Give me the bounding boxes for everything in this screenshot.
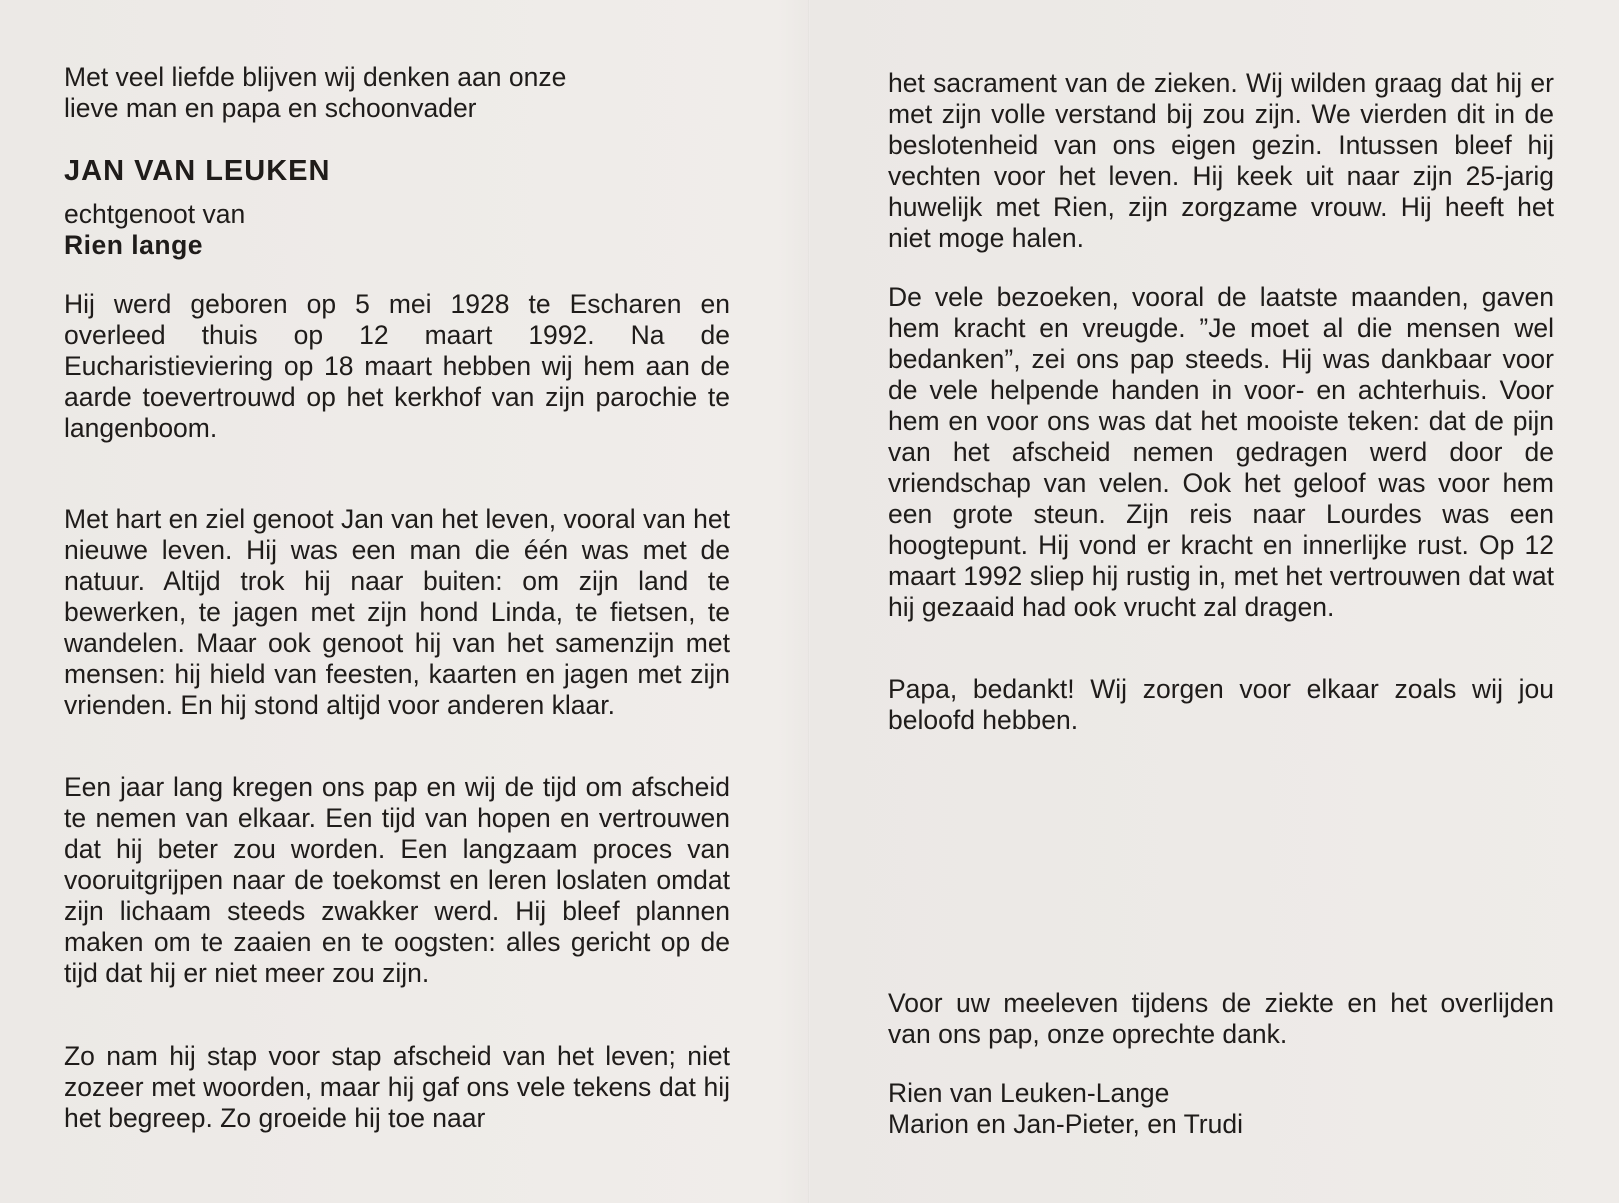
paragraph-signs: [64, 1041, 730, 1134]
paragraph: Zo nam hij stap voor stap afscheid van het leven; niet zozeer met woorden, maar hij gaf ons vele tekens dat hij het begreep. Zo groeide hij toe naar: [64, 1041, 730, 1133]
card-fold: [808, 0, 810, 1203]
paragraph-visits: [888, 282, 1554, 623]
paragraph-birth: [64, 289, 730, 444]
intro-line: lieve man en papa en schoonvader: [64, 93, 477, 123]
intro-text: [64, 62, 730, 124]
paragraph: De vele bezoeken, vooral de laatste maanden, gaven hem kracht en vreugde. ”Je moet al die mensen wel bedanken”, zei ons pap steeds. Hij was dankbaar voor de vele helpende handen in voor- en achterhuis. Voor hem en voor ons was dat het mooiste teken: dat de pijn van het afscheid nemen gedragen werd door de vriendschap van velen. Ook het geloof was voor hem een grote steun. Zijn reis naar Lourdes was een hoogtepunt. Hij vond er kracht en innerlijke rust. Op 12 maart 1992 sliep hij rustig in, met het vertrouwen dat wat hij gezaaid had ook vrucht zal dragen.: [888, 282, 1554, 622]
name-block: [64, 156, 730, 187]
spouse-block: [64, 199, 730, 261]
deceased-name: JAN VAN LEUKEN: [64, 155, 331, 187]
thanks-text: Voor uw meeleven tijdens de ziekte en het overlijden van ons pap, onze oprechte dank.: [888, 988, 1554, 1049]
paragraph: Papa, bedankt! Wij zorgen voor elkaar zoals wij jou beloofd hebben.: [888, 674, 1554, 735]
signature-line: Rien van Leuken-Lange: [888, 1078, 1170, 1108]
intro-block: [64, 62, 730, 124]
paragraph-life: [64, 504, 730, 721]
paragraph: Met hart en ziel genoot Jan van het leven, vooral van het nieuwe leven. Hij was een man die één was met de natuur. Altijd trok hij naar buiten: om zijn land te bewerken, te jagen met zijn hond Linda, te fietsen, te wandelen. Maar ook genoot hij van het samenzijn met mensen: hij hield van feesten, kaarten en jagen met zijn vrienden. En hij stond altijd voor anderen klaar.: [64, 504, 730, 720]
thanks-block: [888, 988, 1554, 1050]
paragraph: Hij werd geboren op 5 mei 1928 te Escharen en overleed thuis op 12 maart 1992. Na de Eucharistieviering op 18 maart hebben wij hem aan de aarde toevertrouwd op het kerkhof van zijn parochie te langenboom.: [64, 289, 730, 443]
spouse-label: echtgenoot van: [64, 199, 246, 229]
spouse-name: Rien lange: [64, 230, 204, 260]
paragraph-sacrament: [888, 68, 1554, 254]
signatures-block: [888, 1078, 1554, 1140]
signature-line: Marion en Jan-Pieter, en Trudi: [888, 1109, 1243, 1139]
paragraph-thanks-papa: [888, 674, 1554, 736]
intro-line: Met veel liefde blijven wij denken aan onze: [64, 62, 567, 92]
paragraph: Een jaar lang kregen ons pap en wij de tijd om afscheid te nemen van elkaar. Een tijd van hopen en vertrouwen dat hij beter zou worden. Een langzaam proces van vooruitgrijpen naar de toekomst en leren loslaten omdat zijn lichaam steeds zwakker werd. Hij bleef plannen maken om te zaaien en te oogsten: alles gericht op de tijd dat hij er niet meer zou zijn.: [64, 772, 730, 988]
paragraph: het sacrament van de zieken. Wij wilden graag dat hij er met zijn volle verstand bij zou zijn. We vierden dit in de beslotenheid van ons eigen gezin. Intussen bleef hij vechten voor het leven. Hij keek uit naar zijn 25-jarig huwelijk met Rien, zijn zorgzame vrouw. Hij heeft het niet moge halen.: [888, 68, 1554, 253]
paragraph-farewell: [64, 772, 730, 989]
